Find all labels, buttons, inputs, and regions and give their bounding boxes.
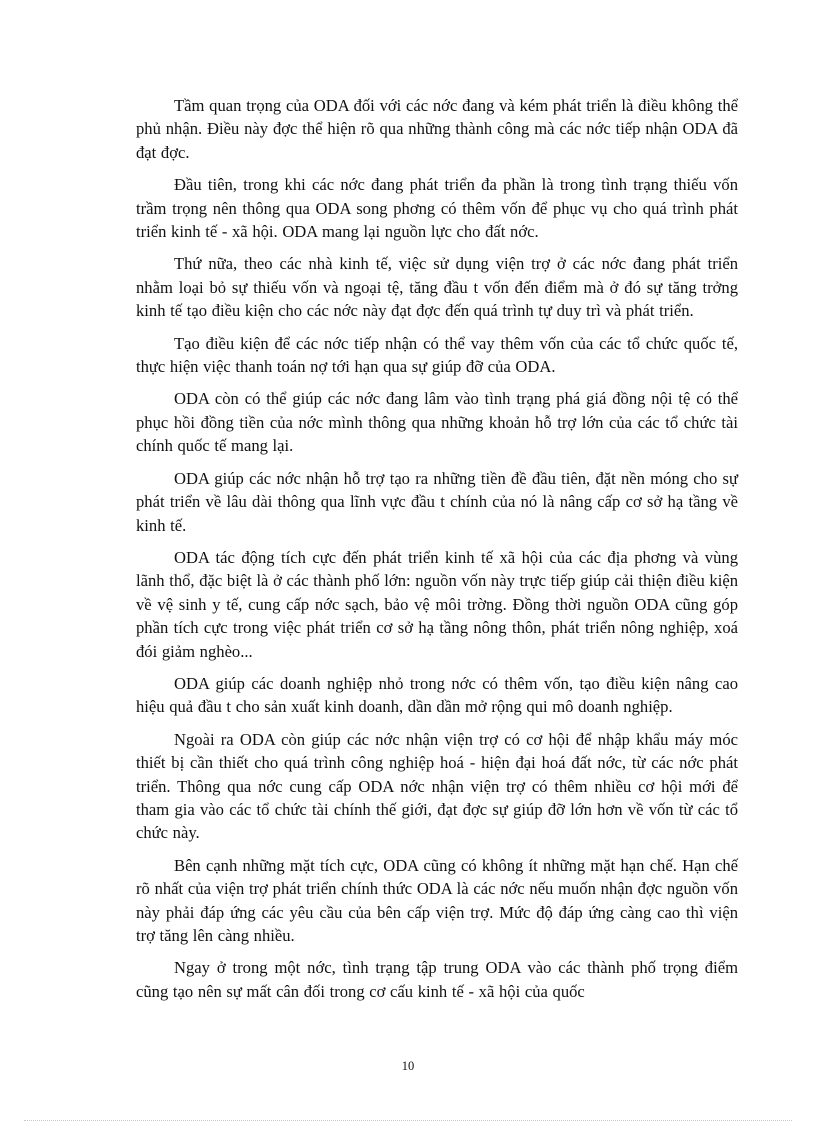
paragraph-oda-importance: Tầm quan trọng của ODA đối với các nớc đang và kém phát triển là điều không thể phủ nhận. Điều này đợc thể hiện rõ qua những thành công mà các nớc tiếp nhận ODA đã đạt đợc.	[136, 96, 738, 162]
paragraph-economists-view: Thứ nữa, theo các nhà kinh tế, việc sử dụng viện trợ ở các nớc đang phát triển nhằm loại bỏ sự thiếu vốn và ngoại tệ, tăng đầu t vốn đến điểm mà ở đó sự tăng trởng kinh tế tạo điều kiện cho các nớc này đạt đợc đến quá trình tự duy trì và phát triển.	[136, 254, 738, 321]
paragraph-local-development: ODA tác động tích cực đến phát triển kinh tế xã hội của các địa phơng và vùng lãnh thổ, đặc biệt là ở các thành phố lớn: nguồn vốn này trực tiếp giúp cải thiện điều kiện về vệ sinh y tế, cung cấp nớc sạch, bảo vệ môi trờng. Đồng thời nguồn ODA cũng góp phần tích cực trong việc phát triển cơ sở hạ tầng nông thôn, phát triển nông nghiệp, xoá đói giảm nghèo...	[136, 547, 738, 661]
footer-divider	[24, 1120, 792, 1121]
page-number: 10	[401, 1059, 415, 1073]
paragraph-small-enterprises: ODA giúp các doanh nghiệp nhỏ trong nớc có thêm vốn, tạo điều kiện nâng cao hiệu quả đầu t cho sản xuất kinh doanh, dần dần mở rộng qui mô doanh nghiệp.	[136, 673, 738, 717]
paragraph-borrowing-conditions: Tạo điều kiện để các nớc tiếp nhận có thể vay thêm vốn của các tổ chức quốc tế, thực hiện việc thanh toán nợ tới hạn qua sự giúp đỡ của ODA.	[136, 333, 738, 377]
paragraph-capital-shortage: Đầu tiên, trong khi các nớc đang phát triển đa phần là trong tình trạng thiếu vốn trầm trọng nên thông qua ODA song phơng có thêm vốn để phục vụ cho quá trình phát triển kinh tế - xã hội. ODA mang lại nguồn lực cho đất nớc.	[136, 175, 738, 242]
paragraph-limitations: Bên cạnh những mặt tích cực, ODA cũng có không ít những mặt hạn chế. Hạn chế rõ nhất của viện trợ phát triển chính thức ODA là các nớc nếu muốn nhận đợc nguồn vốn này phải đáp ứng các yêu cầu của bên cấp viện trợ. Mức độ đáp ứng càng cao thì viện trợ tăng lên càng nhiều.	[136, 855, 738, 945]
paragraph-infrastructure-foundation: ODA giúp các nớc nhận hỗ trợ tạo ra những tiền đề đầu tiên, đặt nền móng cho sự phát triển về lâu dài thông qua lĩnh vực đầu t chính của nó là nâng cấp cơ sở hạ tầng về kinh tế.	[136, 468, 738, 535]
body-text	[136, 94, 738, 1012]
paragraph-equipment-import: Ngoài ra ODA còn giúp các nớc nhận viện trợ có cơ hội để nhập khẩu máy móc thiết bị cần thiết cho quá trình công nghiệp hoá - hiện đại hoá đất nớc, từ các nớc phát triển. Thông qua nớc cung cấp ODA nớc nhận viện trợ có thêm nhiều cơ hội mới để tham gia vào các tổ chức tài chính thế giới, đạt đợc sự giúp đỡ lớn hơn về vốn từ các tổ chức này.	[136, 729, 738, 843]
paragraph-concentration: Ngay ở trong một nớc, tình trạng tập trung ODA vào các thành phố trọng điểm cũng tạo nên sự mất cân đối trong cơ cấu kinh tế - xã hội của quốc	[136, 958, 738, 1001]
paragraph-currency-recovery: ODA còn có thể giúp các nớc đang lâm vào tình trạng phá giá đồng nội tệ có thể phục hồi đồng tiền của nớc mình thông qua những khoản hỗ trợ lớn của các tổ chức tài chính quốc tế mang lại.	[136, 389, 738, 456]
